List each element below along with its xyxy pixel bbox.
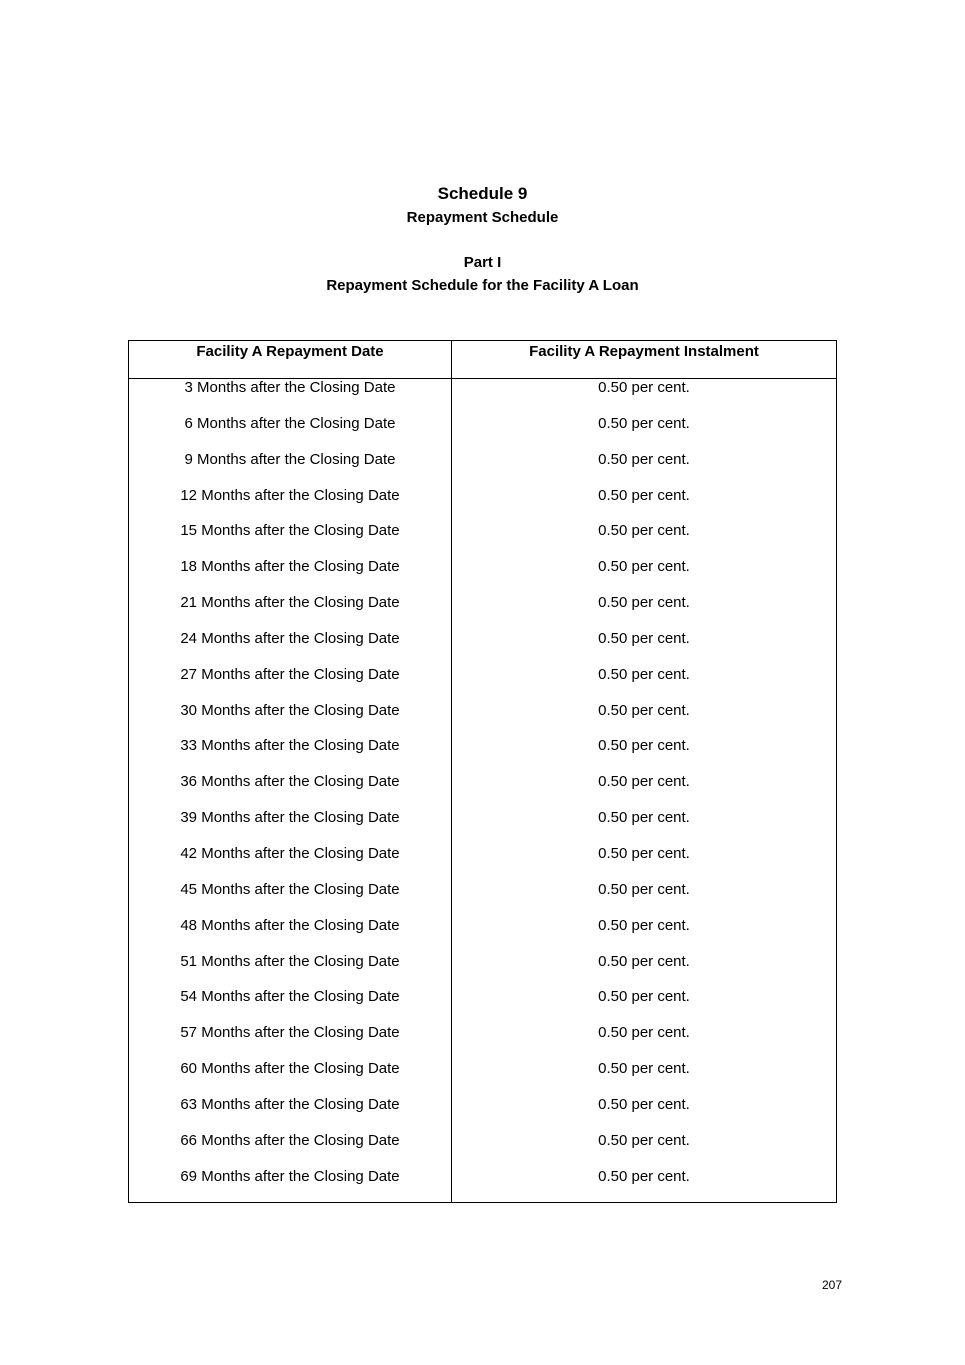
repayment-schedule-table: [128, 340, 837, 1203]
repayment-date-cell: 57 Months after the Closing Date: [180, 1024, 400, 1042]
repayment-date-cell: 54 Months after the Closing Date: [180, 988, 400, 1006]
table-row: [129, 702, 836, 738]
table-row: [129, 881, 836, 917]
repayment-instalment-cell: 0.50 per cent.: [598, 594, 690, 612]
repayment-date-cell: 9 Months after the Closing Date: [184, 450, 396, 468]
repayment-date-cell: 69 Months after the Closing Date: [180, 1167, 400, 1185]
repayment-instalment-cell: 0.50 per cent.: [598, 379, 690, 396]
repayment-instalment-cell: 0.50 per cent.: [598, 701, 690, 719]
table-row: [129, 1060, 836, 1096]
table-row: [129, 630, 836, 666]
table-row: [129, 809, 836, 845]
table-body: [129, 379, 836, 1203]
repayment-date-cell: 66 Months after the Closing Date: [180, 1131, 400, 1149]
table-row: [129, 1096, 836, 1132]
repayment-instalment-cell: 0.50 per cent.: [598, 1167, 690, 1185]
repayment-instalment-cell: 0.50 per cent.: [598, 486, 690, 504]
repayment-date-cell: 42 Months after the Closing Date: [180, 844, 400, 862]
repayment-date-cell: 3 Months after the Closing Date: [184, 379, 396, 396]
table-header-row: [129, 341, 836, 379]
part-subtitle: Repayment Schedule for the Facility A Loan: [326, 277, 639, 294]
repayment-date-cell: 33 Months after the Closing Date: [180, 737, 400, 755]
repayment-date-cell: 18 Months after the Closing Date: [180, 558, 400, 576]
repayment-date-cell: 15 Months after the Closing Date: [180, 522, 400, 540]
repayment-instalment-cell: 0.50 per cent.: [598, 558, 690, 576]
repayment-instalment-cell: 0.50 per cent.: [598, 952, 690, 970]
repayment-instalment-cell: 0.50 per cent.: [598, 988, 690, 1006]
table-row: [129, 917, 836, 953]
table-row: [129, 1024, 836, 1060]
repayment-instalment-cell: 0.50 per cent.: [598, 916, 690, 934]
table-row: [129, 487, 836, 523]
repayment-date-cell: 21 Months after the Closing Date: [180, 594, 400, 612]
repayment-instalment-cell: 0.50 per cent.: [598, 665, 690, 683]
table-row: [129, 379, 836, 415]
table-row: [129, 1132, 836, 1168]
table-row: [129, 845, 836, 881]
table-row: [129, 773, 836, 809]
table-row: [129, 988, 836, 1024]
repayment-instalment-cell: 0.50 per cent.: [598, 773, 690, 791]
table-row: [129, 522, 836, 558]
table-row: [129, 1168, 836, 1204]
table-row: [129, 594, 836, 630]
repayment-instalment-cell: 0.50 per cent.: [598, 844, 690, 862]
repayment-date-cell: 30 Months after the Closing Date: [180, 701, 400, 719]
repayment-date-cell: 60 Months after the Closing Date: [180, 1060, 400, 1078]
repayment-instalment-cell: 0.50 per cent.: [598, 522, 690, 540]
header-repayment-date: Facility A Repayment Date: [196, 343, 384, 360]
repayment-instalment-cell: 0.50 per cent.: [598, 414, 690, 432]
repayment-instalment-cell: 0.50 per cent.: [598, 629, 690, 647]
schedule-title: Schedule 9: [437, 184, 528, 203]
table-row: [129, 558, 836, 594]
part-title: Part I: [463, 254, 502, 271]
repayment-date-cell: 39 Months after the Closing Date: [180, 809, 400, 827]
repayment-instalment-cell: 0.50 per cent.: [598, 1024, 690, 1042]
repayment-date-cell: 45 Months after the Closing Date: [180, 880, 400, 898]
repayment-instalment-cell: 0.50 per cent.: [598, 450, 690, 468]
table-row: [129, 666, 836, 702]
repayment-instalment-cell: 0.50 per cent.: [598, 880, 690, 898]
repayment-date-cell: 51 Months after the Closing Date: [180, 952, 400, 970]
repayment-date-cell: 12 Months after the Closing Date: [180, 486, 400, 504]
repayment-instalment-cell: 0.50 per cent.: [598, 737, 690, 755]
repayment-date-cell: 48 Months after the Closing Date: [180, 916, 400, 934]
repayment-date-cell: 6 Months after the Closing Date: [184, 414, 396, 432]
schedule-subtitle: Repayment Schedule: [406, 209, 559, 226]
table-row: [129, 953, 836, 989]
repayment-instalment-cell: 0.50 per cent.: [598, 1060, 690, 1078]
repayment-instalment-cell: 0.50 per cent.: [598, 1131, 690, 1149]
header-repayment-instalment: Facility A Repayment Instalment: [529, 343, 759, 360]
table-row: [129, 737, 836, 773]
repayment-date-cell: 63 Months after the Closing Date: [180, 1095, 400, 1113]
repayment-date-cell: 36 Months after the Closing Date: [180, 773, 400, 791]
repayment-instalment-cell: 0.50 per cent.: [598, 809, 690, 827]
page-number: 207: [822, 1278, 843, 1292]
repayment-instalment-cell: 0.50 per cent.: [598, 1095, 690, 1113]
table-row: [129, 451, 836, 487]
repayment-date-cell: 27 Months after the Closing Date: [180, 665, 400, 683]
table-row: [129, 415, 836, 451]
repayment-date-cell: 24 Months after the Closing Date: [180, 629, 400, 647]
